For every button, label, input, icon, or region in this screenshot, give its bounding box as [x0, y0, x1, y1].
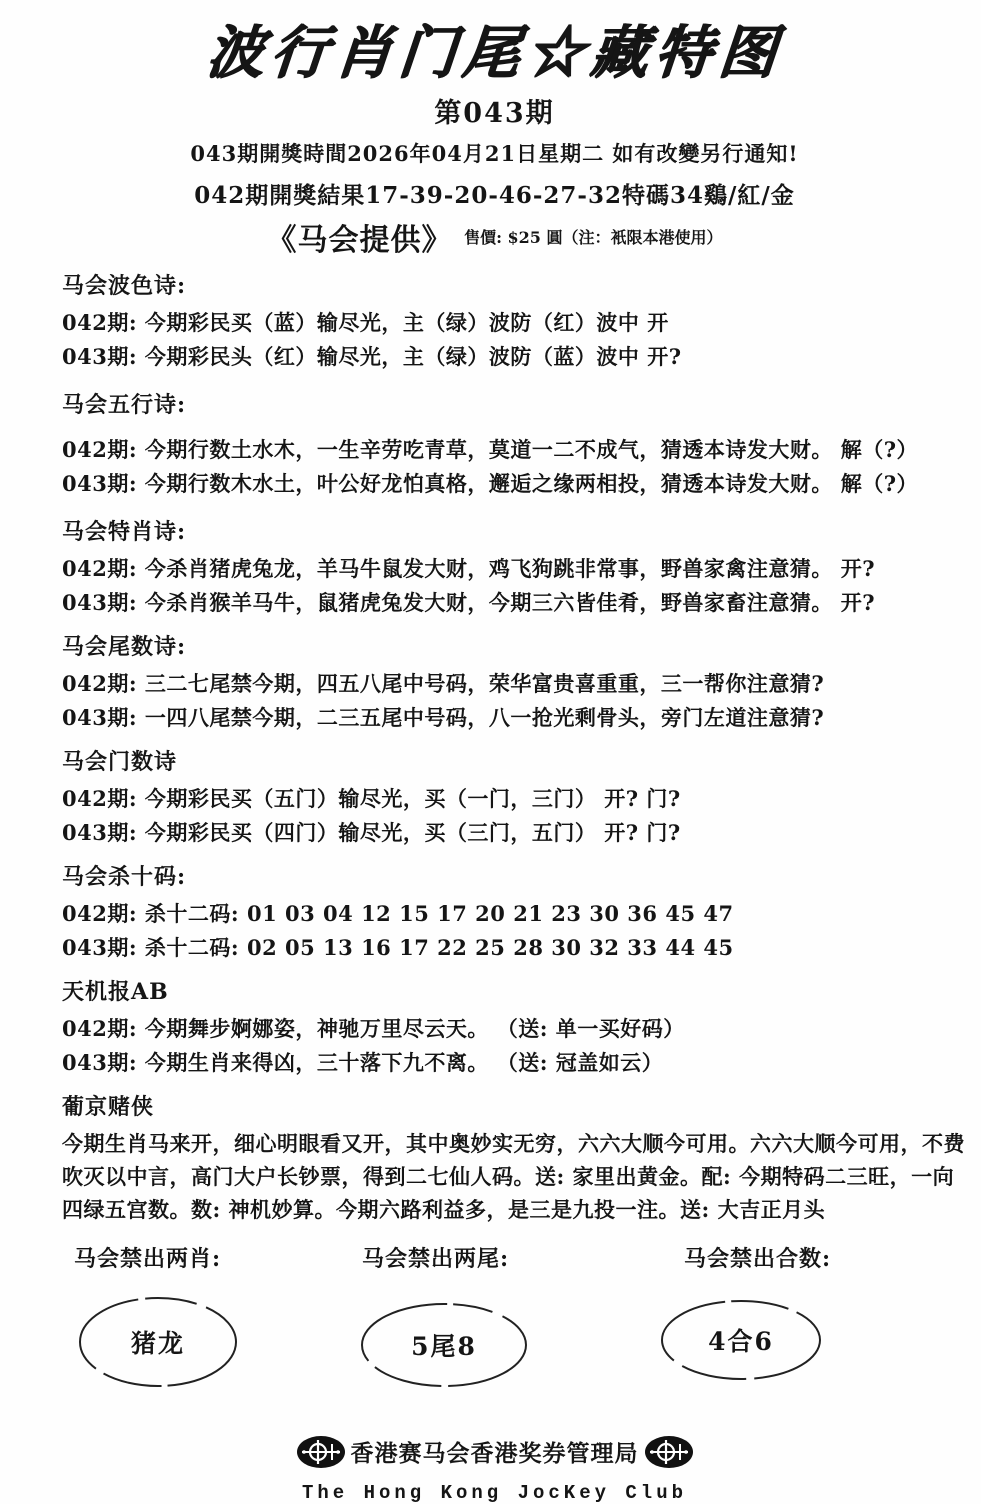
section-heading: 马会五行诗:	[62, 391, 187, 418]
section-line: 043期: 今期生肖来得凶，三十落下九不离。 （送: 冠盖如云）	[62, 1049, 664, 1075]
section-tianji-report-ab	[62, 975, 927, 1080]
paragraph-line: 四绿五宫数。数: 神机妙算。今期六路利益多，是三是九投一注。送: 大吉正月头	[62, 1196, 826, 1222]
issue-number: 第043期	[434, 97, 555, 129]
section-heading: 天机报AB	[62, 978, 169, 1005]
section-heading: 葡京赌侠	[62, 1093, 155, 1120]
section-line: 042期: 今期彩民买（蓝）输尽光，主（绿）波防（红）波中 开	[62, 309, 669, 335]
footer	[62, 1434, 927, 1504]
org-name-en: The Hong Kong JocKey Club	[301, 1481, 688, 1504]
section-line: 043期: 今期行数木水土，叶公好龙怕真格，邂逅之缘两相投，猜透本诗发大财。 解（?）	[62, 470, 919, 496]
section-special-zodiac-poem	[62, 515, 927, 620]
forbidden-two-tail-label: 马会禁出两尾:	[362, 1245, 510, 1272]
last-result-line: 042期開獎結果17-39-20-46-27-32特碼34鷄/紅/金	[194, 181, 795, 209]
section-wave-color-poem	[62, 269, 927, 374]
section-heading: 马会特肖诗:	[62, 518, 187, 545]
section-line: 043期: 杀十二码: 02 05 13 16 17 22 25 28 30 32 33 44 45	[62, 934, 734, 960]
section-heading: 马会门数诗	[62, 748, 178, 775]
section-pujing-gambler	[62, 1090, 965, 1226]
forbidden-two-tail-value: 5尾8	[411, 1331, 477, 1361]
draw-time-line: 043期開獎時間2026年04月21日星期二 如有改變另行通知!	[190, 140, 799, 166]
section-line: 042期: 今期舞步婀娜姿，神驰万里尽云天。 （送: 单一买好码）	[62, 1015, 685, 1041]
section-line: 042期: 今期行数土水木，一生辛劳吃青草，莫道一二不成气，猜透本诗发大财。 解（?）	[62, 436, 919, 462]
section-line: 043期: 今期彩民买（四门）输尽光，买（三门，五门） 开? 门?	[62, 819, 681, 845]
hkjc-logo-icon	[296, 1434, 346, 1470]
forbidden-sum-oval	[658, 1297, 824, 1383]
forbidden-two-zodiac-oval	[76, 1294, 240, 1390]
forbidden-two-tail-oval	[358, 1300, 530, 1390]
section-tail-number-poem	[62, 630, 927, 735]
paragraph-line: 今期生肖马来开，细心明眼看又开，其中奥妙实无穷，六六大顺今可用。六六大顺今可用，不费	[62, 1130, 965, 1156]
section-heading: 马会波色诗:	[62, 272, 187, 299]
section-gate-number-poem	[62, 745, 927, 850]
page-title: 波行肖门尾☆藏特图	[203, 19, 786, 86]
section-five-elements-poem	[62, 388, 927, 501]
section-line: 043期: 今杀肖猴羊马牛，鼠猪虎兔发大财，今期三六皆佳肴，野兽家畜注意猜。 开?	[62, 589, 876, 615]
provider-name: 《马会提供》	[266, 222, 453, 258]
section-kill-ten-codes	[62, 860, 927, 965]
forbidden-sum-label: 马会禁出合数:	[684, 1245, 832, 1272]
org-name-cn: 香港赛马会香港奖券管理局	[350, 1440, 639, 1468]
section-line: 043期: 今期彩民头（红）输尽光，主（绿）波防（蓝）波中 开?	[62, 343, 682, 369]
forbidden-row	[62, 1242, 927, 1420]
provider-row	[62, 215, 927, 259]
org-row	[62, 1434, 927, 1470]
forbidden-two-zodiac-label: 马会禁出两肖:	[74, 1245, 222, 1272]
section-line: 042期: 杀十二码: 01 03 04 12 15 17 20 21 23 30 36 45 47	[62, 900, 734, 926]
forbidden-sum-value: 4合6	[708, 1326, 774, 1356]
forbidden-two-zodiac-value: 猪龙	[130, 1328, 185, 1358]
hkjc-logo-icon	[644, 1434, 694, 1470]
section-heading: 马会杀十码:	[62, 863, 187, 890]
section-line: 042期: 三二七尾禁今期，四五八尾中号码，荣华富贵喜重重，三一帮你注意猜?	[62, 670, 825, 696]
paragraph-line: 吹灭以中言，高门大户长钞票，得到二七仙人码。送: 家里出黄金。配: 今期特码二三旺，一向	[62, 1163, 955, 1189]
section-line: 042期: 今期彩民买（五门）输尽光，买（一门，三门） 开? 门?	[62, 785, 681, 811]
section-line: 042期: 今杀肖猪虎兔龙，羊马牛鼠发大财，鸡飞狗跳非常事，野兽家禽注意猜。 开?	[62, 555, 876, 581]
section-line: 043期: 一四八尾禁今期，二三五尾中号码，八一抢光剩骨头，旁门左道注意猜?	[62, 704, 825, 730]
price-note: 售價: $25 圓（注：衹限本港使用）	[464, 228, 723, 248]
section-heading: 马会尾数诗:	[62, 633, 187, 660]
